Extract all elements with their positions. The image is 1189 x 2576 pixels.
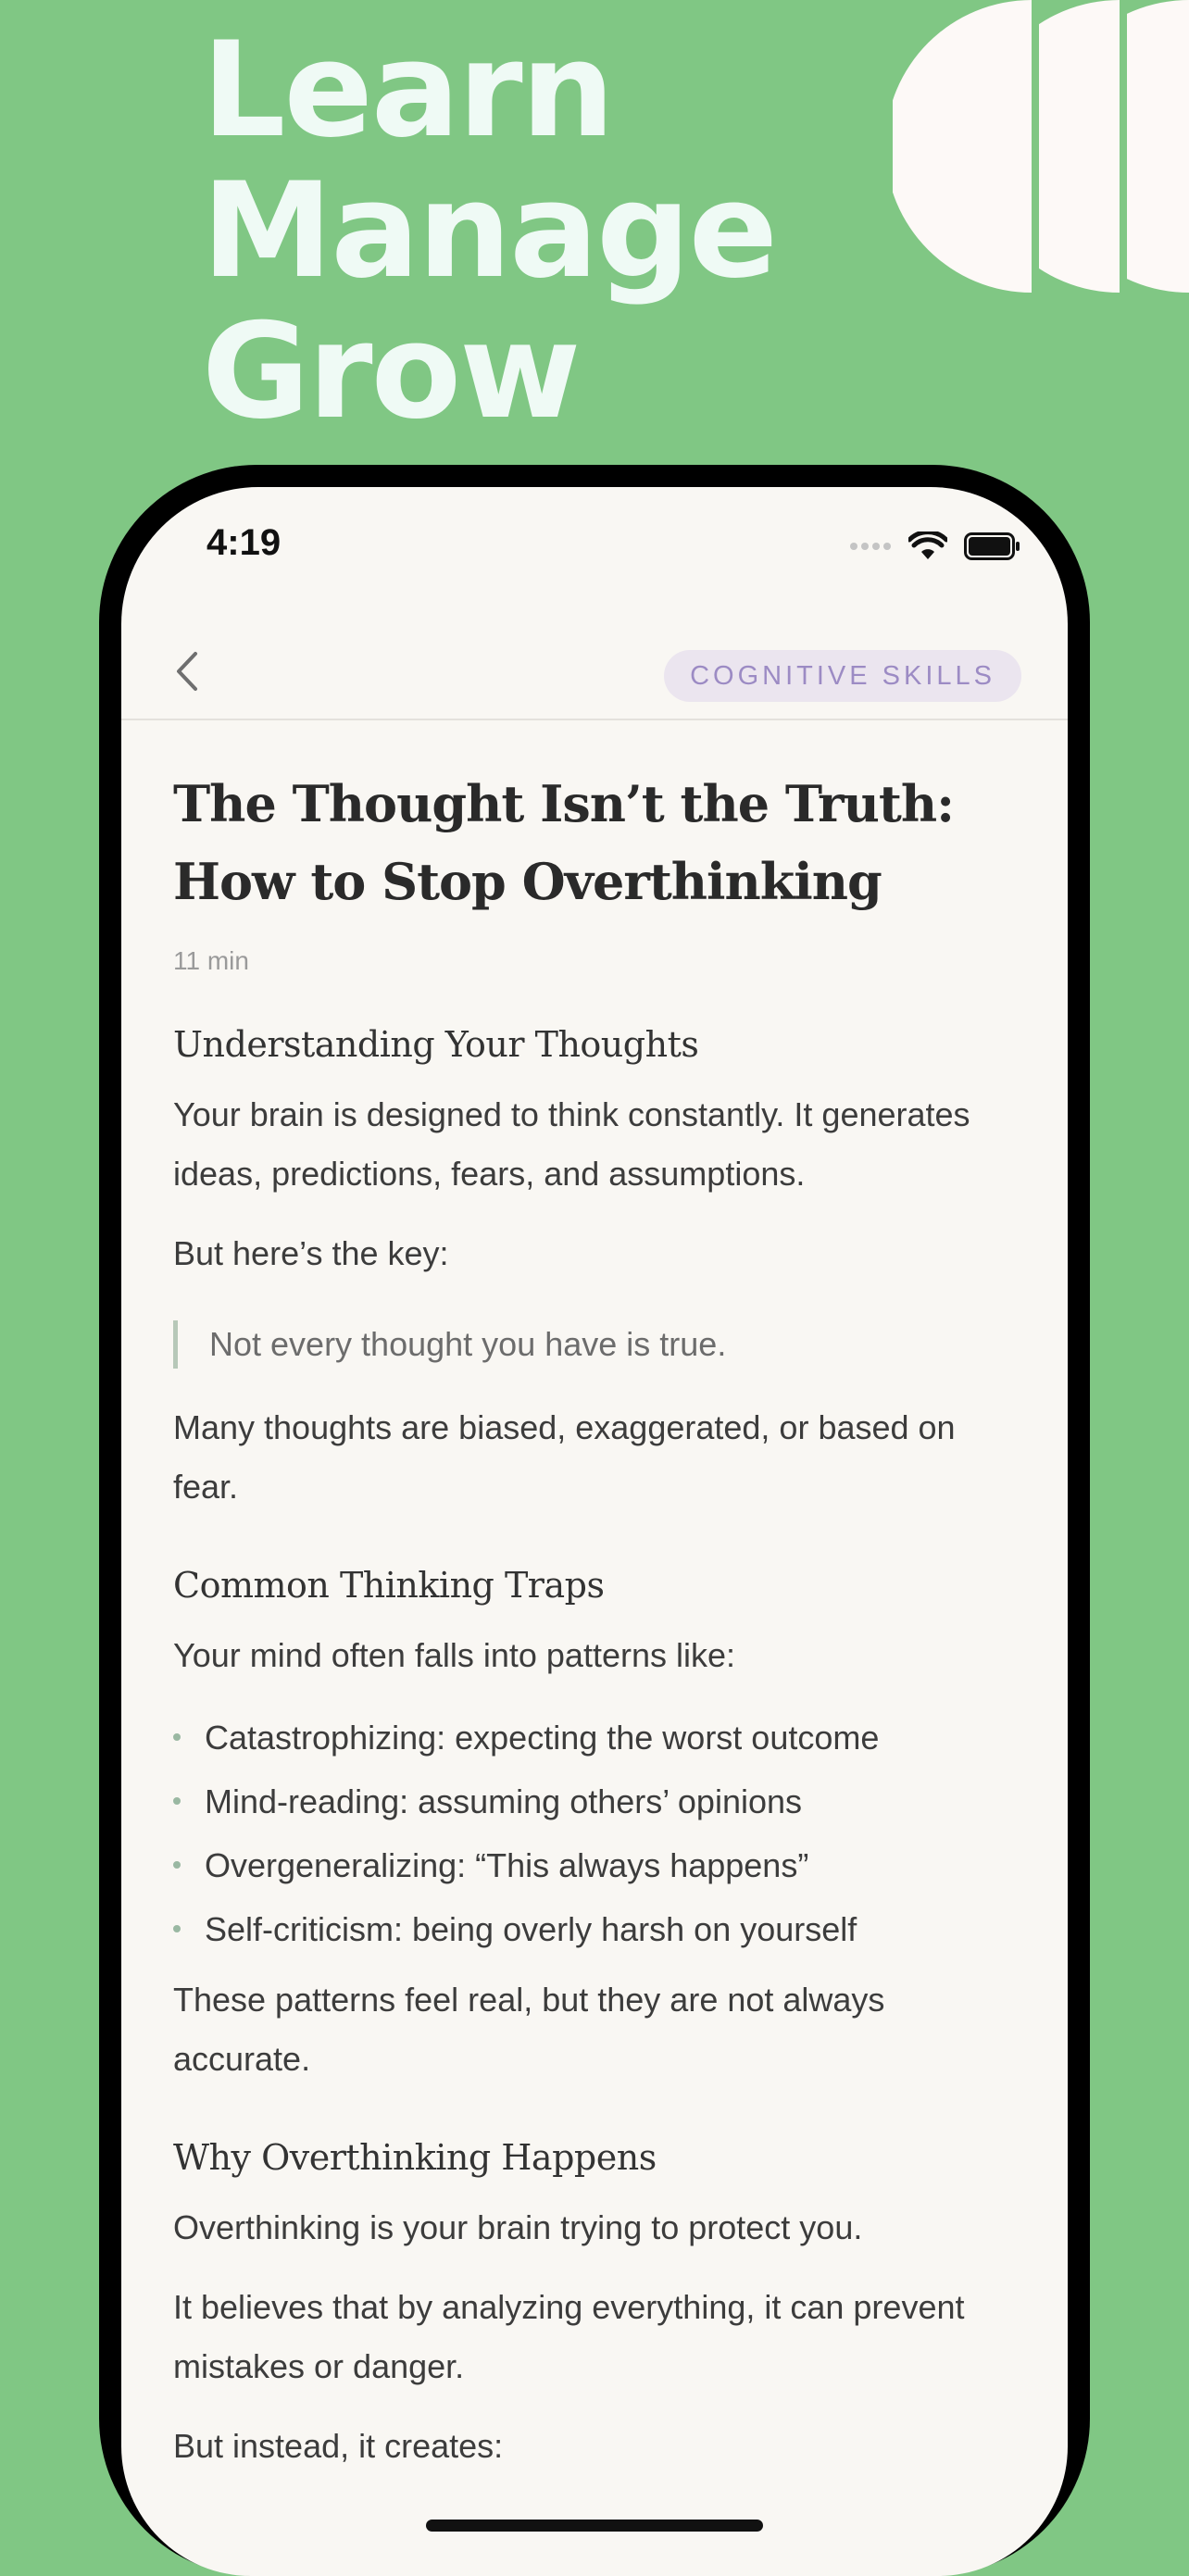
list-item: Self-criticism: being overly harsh on yourself [173, 1897, 1016, 1961]
paragraph: These patterns feel real, but they are not always accurate. [173, 1981, 885, 2078]
bullet-dot-icon [173, 1733, 181, 1741]
blockquote: Not every thought you have is true. [173, 1320, 1016, 1369]
hero-headline [202, 14, 776, 448]
paragraph: Your brain is designed to think constantly. It generates ideas, predictions, fears, and assumptions. [173, 1095, 970, 1193]
section-heading: Common Thinking Traps [173, 1565, 605, 1606]
decorative-half-circles-graphic [893, 0, 1189, 296]
category-badge: COGNITIVE SKILLS [664, 650, 1021, 702]
list-item: Mind-reading: assuming others’ opinions [173, 1769, 1016, 1833]
cellular-dots-icon [849, 542, 892, 551]
paragraph: Many thoughts are biased, exaggerated, or based on fear. [173, 1408, 956, 1506]
read-duration: 11 min [173, 946, 249, 975]
wifi-icon [908, 531, 947, 561]
status-icons [849, 531, 1021, 561]
paragraph: It believes that by analyzing everything, it can prevent mistakes or danger. [173, 2288, 965, 2385]
paragraph: Your mind often falls into patterns like: [173, 1636, 736, 1674]
paragraph: But instead, it creates: [173, 2427, 504, 2465]
article-title: The Thought Isn’t the Truth: How to Stop Overthinking [173, 774, 955, 911]
article-content [173, 765, 1016, 2476]
section-heading: Why Overthinking Happens [173, 2137, 657, 2178]
bullet-list [173, 1706, 1016, 1961]
battery-icon [964, 532, 1021, 560]
phone-frame [99, 465, 1090, 2576]
article-nav-bar [121, 617, 1068, 720]
section-heading: Understanding Your Thoughts [173, 1024, 699, 1065]
home-indicator[interactable] [426, 2520, 763, 2532]
chevron-left-icon[interactable] [166, 646, 212, 696]
list-item: Overgeneralizing: “This always happens” [173, 1833, 1016, 1897]
paragraph: Overthinking is your brain trying to protect you. [173, 2208, 863, 2246]
hero-line-learn: Learn [202, 14, 613, 167]
bullet-dot-icon [173, 1925, 181, 1932]
bullet-dot-icon [173, 1797, 181, 1805]
phone-screen [121, 487, 1068, 2576]
paragraph: But here’s the key: [173, 1234, 449, 1272]
bullet-dot-icon [173, 1861, 181, 1869]
hero-line-grow: Grow [202, 295, 580, 448]
list-item: Catastrophizing: expecting the worst outcome [173, 1706, 1016, 1769]
hero-line-manage: Manage [202, 155, 776, 307]
status-time: 4:19 [207, 522, 282, 563]
